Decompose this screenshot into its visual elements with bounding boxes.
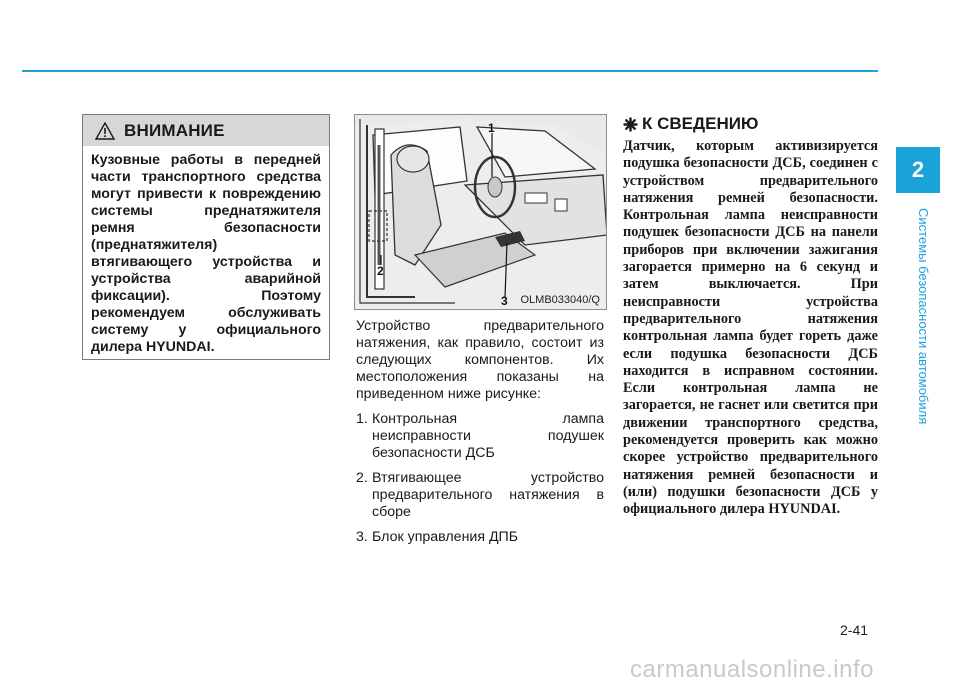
asterisk-icon [623,117,638,132]
components-section [356,318,604,554]
list-item-number: 1. [356,411,368,427]
info-section [623,114,878,519]
warning-header [83,115,329,146]
info-text: Датчик, которым активизируется подушка безопасности ДСБ, соединен с устройством предварительного натяжения ремней безопасности. Контрольная лампа неисправности подушек безопасности ДСБ на панели приборов при включении зажигания загорается примерно на 6 секунд и затем выключается. При неисправности устройства предварительного натяжения контрольная лампа будет гореть даже если подушка безопасности ДСБ находится в исправном состоянии. Если контрольная лампа не загорается, не гаснет или светится при движении транспортного средства, рекомендуется проверить как можно скорее устройство предварительного натяжения ремней безопасности и (или) подушки безопасности ДСБ у официального дилера HYUNDAI. [623,138,878,518]
warning-box [82,114,330,360]
chapter-title: Системы безопасности автомобиля [916,208,931,425]
components-list [356,411,604,546]
figure-code: OLMB033040/Q [520,294,600,306]
list-item [356,529,604,546]
list-item [356,411,604,462]
list-item-number: 2. [356,470,368,486]
callout-1: 1 [488,121,495,135]
warning-text: Кузовные работы в передней части транспортного средства могут привести к повреждению системы преднатяжителя ремня безопасности (преднатяжителя) втягивающего устройства и устройства аварийной фиксации). Поэтому рекомендуем обслуживать систему у официального дилера HYUNDAI. [91,152,321,355]
watermark: carmanualsonline.info [630,656,874,683]
chapter-tab: 2 [896,147,940,193]
list-item-text: Втягивающее устройство предварительного натяжения в сборе [372,470,604,520]
car-interior-illustration [355,115,607,310]
airbag-components-figure [354,114,607,310]
warning-title: ВНИМАНИЕ [124,120,225,140]
info-title: К СВЕДЕНИЮ [642,114,759,133]
components-intro: Устройство предварительного натяжения, как правило, состоит из следующих компонентов. Их местоположения показаны на приведенном ниже рисунке: [356,318,604,402]
list-item [356,470,604,521]
list-item-text: Блок управления ДПБ [372,529,519,545]
warning-triangle-icon [95,122,115,140]
page-number: 2-41 [840,622,869,638]
header-rule [22,70,878,72]
list-item-text: Контрольная лампа неисправности подушек безопасности ДСБ [372,411,604,461]
list-item-number: 3. [356,529,368,545]
callout-2: 2 [377,264,384,278]
info-header [623,114,878,134]
callout-3: 3 [501,294,508,308]
